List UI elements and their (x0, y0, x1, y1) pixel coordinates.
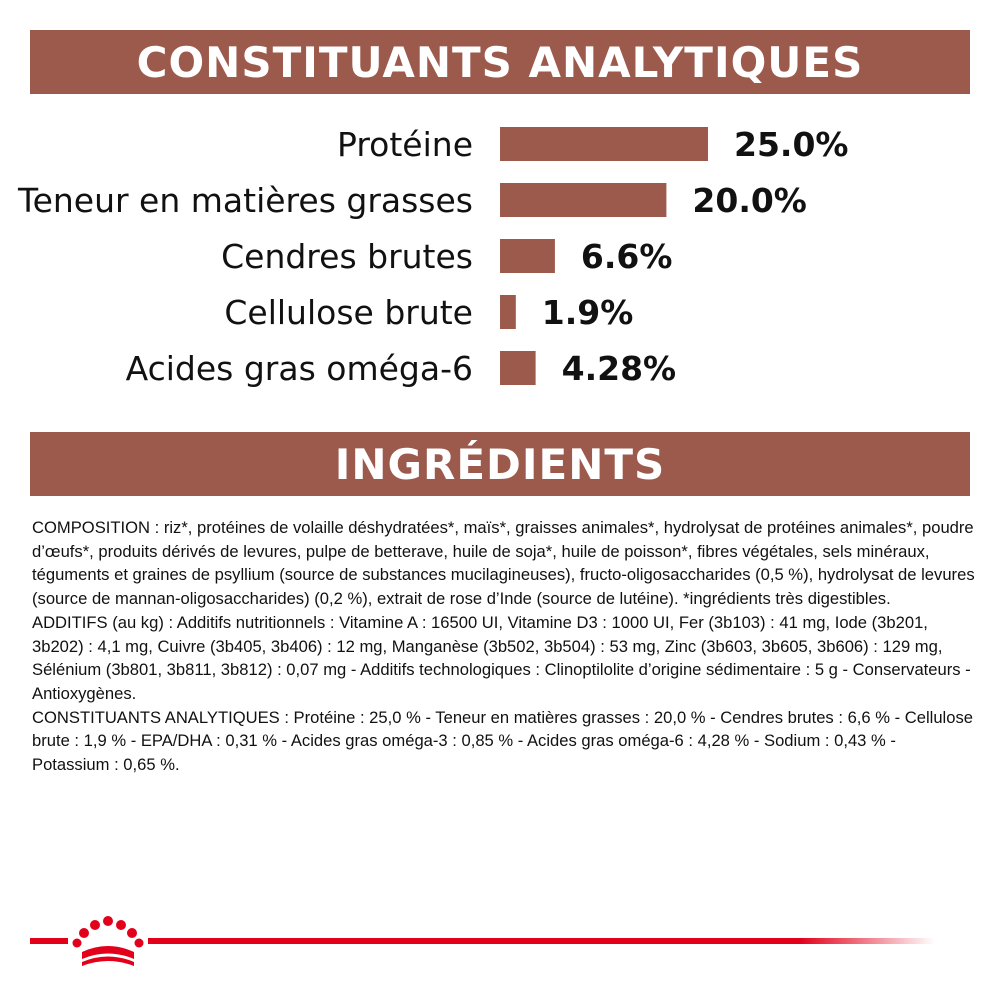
bar-label: Cellulose brute (224, 293, 473, 332)
constituants-paragraph: CONSTITUANTS ANALYTIQUES : Protéine : 25,0 % - Teneur en matières grasses : 20,0 % - Cendres brutes : 6,6 % - Cellulose brute : 1,9 % - EPA/DHA : 0,31 % - Acides gras oméga-3 : 0,85 % - Acides gras oméga-6 : 4,28 % - Sodium : 0,43 % - Potassium : 0,65 %. (32, 707, 973, 775)
analytics-title: CONSTITUANTS ANALYTIQUES (136, 37, 864, 87)
bar (500, 351, 536, 385)
bar-value-label: 1.9% (541, 293, 634, 332)
bar-label: Cendres brutes (221, 237, 473, 276)
bar-value-label: 6.6% (580, 237, 673, 276)
bar-label: Protéine (337, 125, 473, 164)
bar-value-label: 20.0% (692, 181, 807, 220)
bar-value-label: 25.0% (734, 125, 849, 164)
bar-label: Acides gras oméga-6 (125, 349, 473, 388)
bar (500, 239, 555, 273)
composition-paragraph: COMPOSITION : riz*, protéines de volaille déshydratées*, maïs*, graisses animales*, hydrolysat de protéines animales*, poudre d’œufs*, produits dérivés de levures, pulpe de betterave, huile de soja*, huile de poisson*, fibres végétales, sels minéraux, téguments et graines de psyllium (source de substances mucilagineuses), fructo-oligosaccharides (0,5 %), hydrolysat de levures (source de mannan-oligosaccharides) (0,2 %), extrait de rose d’Inde (source de lutéine). *ingrédients très digestibles. (32, 518, 975, 609)
ingredients-text-block (32, 516, 977, 777)
bar-value-label: 4.28% (561, 349, 677, 388)
ingredients-title: INGRÉDIENTS (334, 439, 666, 489)
bar (500, 127, 708, 161)
ingredients-banner (30, 432, 970, 496)
analytics-bar-chart (0, 110, 1000, 410)
additifs-paragraph: ADDITIFS (au kg) : Additifs nutritionnels : Vitamine A : 16500 UI, Vitamine D3 : 1000 UI, Fer (3b103) : 41 mg, Iode (3b201, 3b202) : 4,1 mg, Cuivre (3b405, 3b406) : 12 mg, Manganèse (3b502, 3b504) : 53 mg, Zinc (3b603, 3b605, 3b606) : 129 mg, Sélénium (3b801, 3b811, 3b812) : 0,07 mg - Additifs technologiques : Clinoptilolite d’origine sédimentaire : 5 g - Conservateurs - Antioxygènes. (32, 612, 971, 703)
analytics-banner (30, 30, 970, 94)
bar (500, 295, 516, 329)
crown-icon (68, 912, 148, 972)
footer-red-line (30, 936, 935, 946)
bar-label: Teneur en matières grasses (18, 181, 473, 220)
bar (500, 183, 666, 217)
